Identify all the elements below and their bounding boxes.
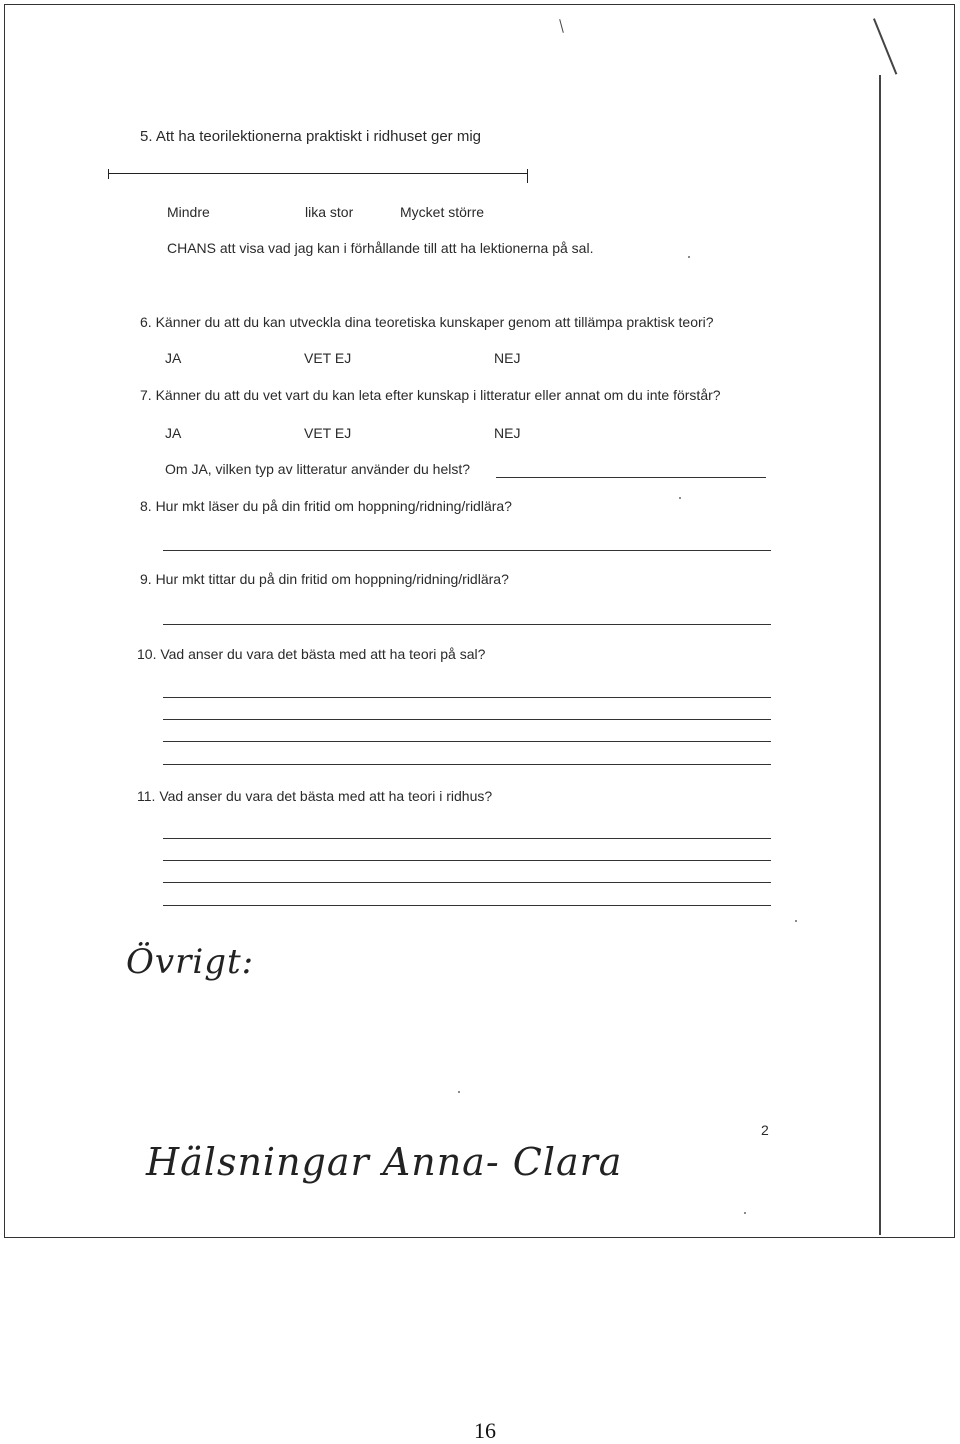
option-vet-ej: VET EJ	[304, 350, 352, 366]
option-ja: JA	[165, 350, 182, 366]
answer-line	[163, 550, 771, 551]
handwritten-ovrigt: Övrigt:	[126, 942, 255, 982]
handwritten-greeting: Hälsningar Anna- Clara	[146, 1140, 623, 1184]
answer-line	[163, 838, 771, 839]
question-7-followup: Om JA, vilken typ av litteratur använder du helst?	[165, 461, 471, 477]
question-8-title: 8. Hur mkt läser du på din fritid om hoppning/ridning/ridlära?	[140, 498, 512, 514]
answer-line	[163, 719, 771, 720]
scan-speck	[458, 1091, 460, 1093]
scanned-page	[4, 4, 955, 1238]
answer-line	[163, 624, 771, 625]
rating-scale-line	[108, 169, 528, 185]
answer-line	[496, 477, 766, 478]
option-nej: NEJ	[494, 350, 521, 366]
answer-line	[163, 882, 771, 883]
question-6-title: 6. Känner du att du kan utveckla dina teoretiska kunskaper genom att tillämpa praktisk teori?	[140, 314, 714, 330]
scan-speck	[679, 497, 681, 499]
question-5-continuation: CHANS att visa vad jag kan i förhållande till att ha lektionerna på sal.	[167, 240, 594, 256]
answer-line	[163, 905, 771, 906]
question-7-title: 7. Känner du att du vet vart du kan leta efter kunskap i litteratur eller annat om du inte förstår?	[140, 387, 721, 403]
scan-speck	[795, 920, 797, 922]
answer-line	[163, 764, 771, 765]
answer-line	[163, 741, 771, 742]
scan-edge-line	[873, 18, 897, 74]
scan-edge-line	[879, 75, 881, 1235]
scan-speck	[688, 256, 690, 258]
answer-line	[163, 860, 771, 861]
scale-label-more: Mycket större	[400, 204, 485, 220]
option-vet-ej: VET EJ	[304, 425, 352, 441]
scan-page-number: 2	[761, 1122, 769, 1138]
option-ja: JA	[165, 425, 182, 441]
question-5-title: 5. Att ha teorilektionerna praktiskt i ridhuset ger mig	[140, 128, 482, 145]
question-11-title: 11. Vad anser du vara det bästa med att ha teori i ridhus?	[137, 788, 493, 804]
scan-edge-mark	[559, 19, 564, 33]
scan-speck	[744, 1212, 746, 1214]
option-nej: NEJ	[494, 425, 521, 441]
question-9-title: 9. Hur mkt tittar du på din fritid om hoppning/ridning/ridlära?	[140, 571, 509, 587]
question-10-title: 10. Vad anser du vara det bästa med att ha teori på sal?	[137, 646, 486, 662]
scale-label-equal: lika stor	[305, 204, 354, 220]
page-number: 16	[474, 1418, 496, 1443]
answer-line	[163, 697, 771, 698]
scale-label-less: Mindre	[167, 204, 210, 220]
